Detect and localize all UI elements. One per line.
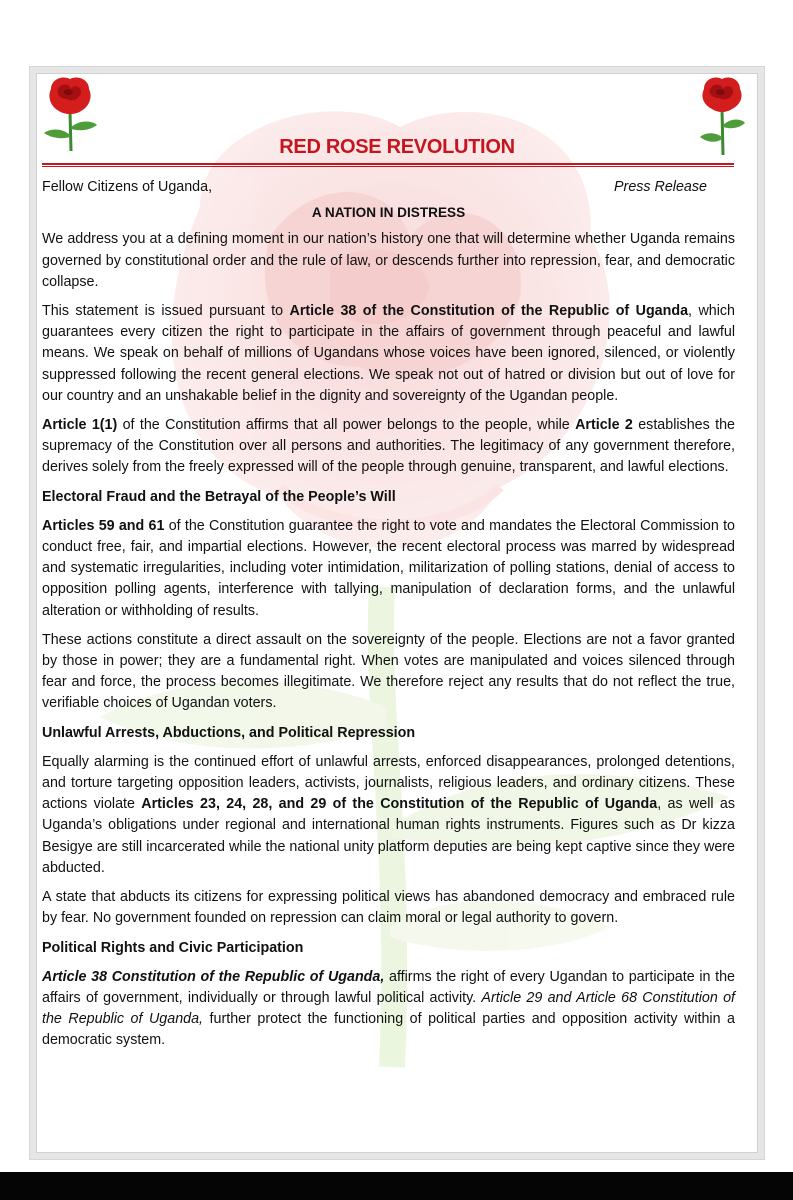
paragraph-sovereignty: These actions constitute a direct assault on the sovereignty of the people. Elections are not a favor granted by those in power; they are a fundamental right. When votes are manipulated and voices silenced through fear and force, the process becomes illegitimate. We therefore reject any results that do not reflect the true, verifiable choices of Ugandan voters. — [42, 631, 735, 712]
document-title: RED ROSE REVOLUTION — [279, 136, 515, 158]
text-run: Equally alarming is the continued effort of unlawful arrests, enforced disappearances, prolonged detentions, and torture targeting opposition leaders, activists, journalists, religious leaders, and ordinary citizens. These actions violate — [42, 753, 735, 813]
text-run: further protect the functioning of political parties and opposition activity within a democratic system. — [42, 1011, 735, 1049]
greeting-row — [42, 177, 735, 198]
text-run: affirms the right of every Ugandan to participate in the affairs of government, individually or through lawful political activity. — [42, 968, 735, 1006]
paragraph-article-1 — [42, 415, 735, 479]
text-run: establishes the supremacy of the Constitution over all persons and authorities. The legitimacy of any government therefore, derives solely from the freely expressed will of the people through genuine, transparent, and lawful elections. — [42, 417, 735, 476]
paragraph-civic-participation — [42, 967, 735, 1052]
main-heading: A NATION IN DISTRESS — [311, 205, 466, 221]
text-run: of the Constitution affirms that all power belongs to the people, while — [117, 417, 576, 434]
document-body — [42, 177, 735, 1060]
paragraph-rule-by-fear: A state that abducts its citizens for expressing political views has abandoned democracy and embraced rule by fear. No government founded on repression can claim moral or legal authority to govern. — [42, 889, 735, 927]
section-heading-repression: Unlawful Arrests, Abductions, and Political Repression — [42, 724, 416, 741]
bold-reference: Article 2 — [575, 417, 633, 434]
greeting: Fellow Citizens of Uganda, — [42, 179, 213, 195]
bold-reference: Articles 23, 24, 28, and 29 of the Constitution of the Republic of Uganda — [141, 796, 658, 813]
bold-italic-reference: Article 38 Constitution of the Republic of Uganda, — [42, 968, 385, 985]
text-run: This statement is issued pursuant to — [42, 303, 290, 320]
section-heading-electoral-fraud: Electoral Fraud and the Betrayal of the People’s Will — [42, 488, 396, 505]
bold-reference: Article 1(1) — [42, 417, 118, 434]
text-run: , as well as Uganda’s obligations under regional and international human rights instruments. Figures such as Dr kizza Besigye are still incarcerated while the national unity platform deputies are being kept captive since they were abducted. — [42, 796, 736, 876]
italic-reference: Article 29 and Article 68 Constitution of the Republic of Uganda, — [42, 989, 735, 1028]
paragraph-intro: We address you at a defining moment in our nation’s history one that will determine whether Uganda remains governed by constitutional order and the rule of law, or descends further into repression, fear, and democratic collapse. — [42, 231, 735, 290]
doc-type-label: Press Release — [614, 179, 707, 195]
text-run: , which guarantees every citizen the right to participate in the affairs of government through peaceful and lawful means. We speak on behalf of millions of Ugandans whose voices have been ignored, silenced, or violently suppressed following the recent general elections. We speak not out of hatred or division but out of love for our country and an unshakable belief in the dignity and sovereignty of the Ugandan people. — [42, 303, 735, 404]
paragraph-article-38 — [42, 301, 735, 407]
bottom-bar — [0, 1172, 793, 1200]
paragraph-arrests — [42, 752, 735, 879]
title-divider — [42, 163, 734, 167]
bold-reference: Articles 59 and 61 — [42, 517, 165, 534]
bold-reference: Article 38 of the Constitution of the Republic of Uganda — [289, 303, 689, 320]
section-heading-political-rights: Political Rights and Civic Participation — [42, 939, 304, 956]
text-run: of the Constitution guarantee the right to vote and mandates the Electoral Commission to conduct free, fair, and impartial elections. However, the recent electoral process was marred by widespread and systematic irregularities, including voter intimidation, militarization of polling stations, denial of access to opposition polling agents, interference with tallying, manipulation of declaration forms, and the unlawful alteration or withholding of results. — [42, 517, 736, 619]
document-page — [29, 66, 765, 1160]
paragraph-articles-59-61 — [42, 516, 735, 622]
